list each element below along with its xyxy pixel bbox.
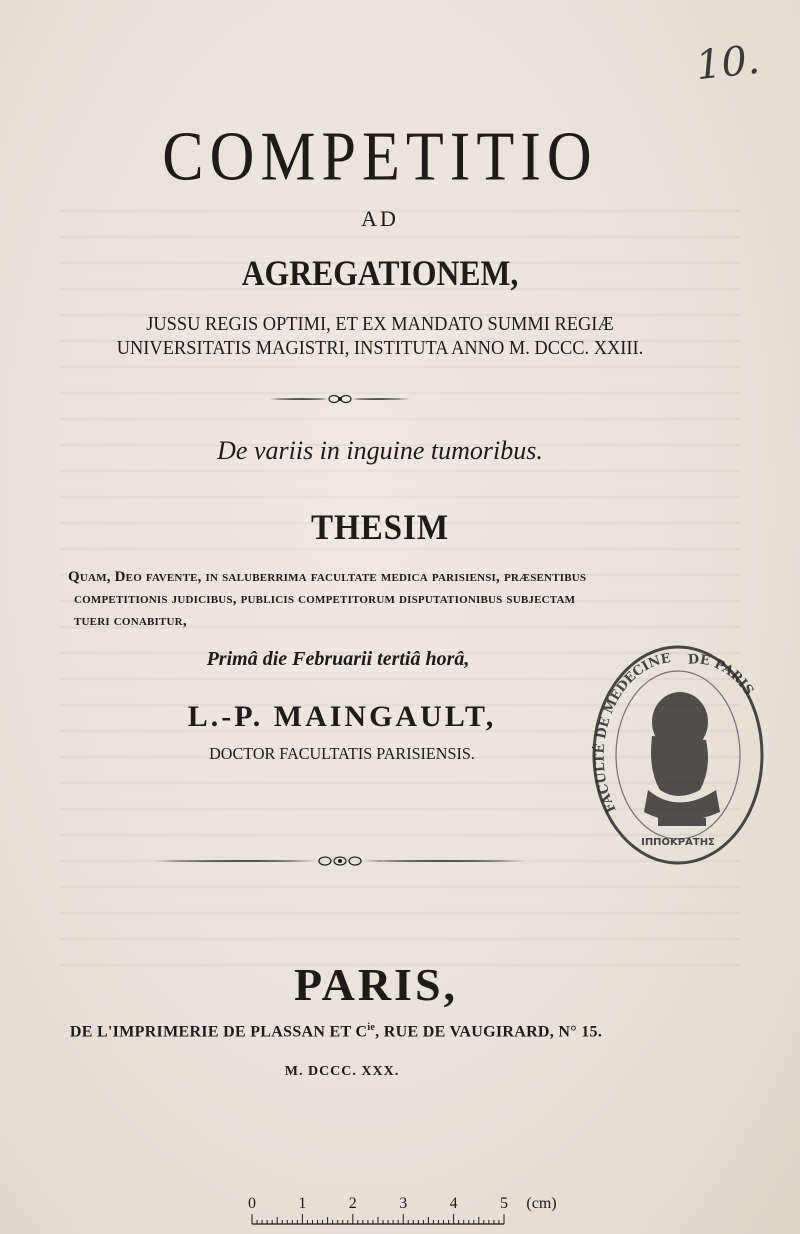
imprint-year: M. DCCC. XXX. (284, 1064, 400, 1079)
title-agregationem: AGREGATIONEM, (241, 253, 519, 293)
measurement-scale-bar (240, 1190, 560, 1230)
scale-label: 5 (500, 1195, 508, 1212)
jussu-line-2: UNIVERSITATIS MAGISTRI, INSTITUTA ANNO M. DCCC. XXIII. (116, 337, 644, 359)
stamp-text-left: FACULTÉ DE MÉDECINE (592, 651, 672, 815)
scale-label: 2 (348, 1195, 357, 1212)
subject-title: De variis in inguine tumoribus. (217, 436, 543, 465)
handwritten-page-number: 10. (693, 36, 762, 90)
scale-label: 3 (399, 1195, 408, 1212)
title-competitio: COMPETITIO (162, 118, 598, 196)
title-ad: AD (361, 206, 399, 231)
jussu-line-1: JUSSU REGIS OPTIMI, ET EX MANDATO SUMMI REGIÆ (146, 313, 614, 335)
scale-label: 0 (248, 1195, 256, 1212)
ornament-rule-small (270, 392, 410, 406)
scale-label: 1 (298, 1195, 307, 1212)
printer-post: , RUE DE VAUGIRARD, N° 15. (375, 1023, 603, 1041)
thesis-line-3: tueri conabitur, (74, 613, 187, 629)
imprint-city: PARIS, (293, 959, 459, 1010)
ornament-rule-large (155, 852, 525, 870)
thesis-line-1: Quam, Deo favente, in saluberrima facultate medica parisiensi, præsentibus (68, 569, 587, 585)
printer-sup: ie (367, 1022, 376, 1033)
stamp-text-right: DE PARIS (687, 652, 757, 699)
printer-pre: DE L'IMPRIMERIE DE PLASSAN ET C (69, 1023, 368, 1041)
stamp-text-bottom: ΙΠΠΟΚΡΑΤΗΣ (641, 837, 715, 848)
thesim-heading: THESIM (310, 507, 450, 547)
author-name: L.-P. MAINGAULT, (187, 700, 497, 733)
thesis-paragraph (68, 566, 628, 632)
scale-unit: (cm) (526, 1195, 557, 1212)
imprint-printer (0, 1022, 736, 1041)
scale-label: 4 (449, 1195, 458, 1212)
author-title: DOCTOR FACULTATIS PARISIENSIS. (209, 744, 475, 763)
library-stamp-seal (588, 640, 768, 870)
bust-icon (644, 692, 720, 826)
jussu-text (12, 312, 748, 360)
defense-date: Primâ die Februarii tertiâ horâ, (206, 648, 470, 670)
thesis-line-2: competitionis judicibus, publicis competitorum disputationibus subjectam (74, 591, 576, 607)
